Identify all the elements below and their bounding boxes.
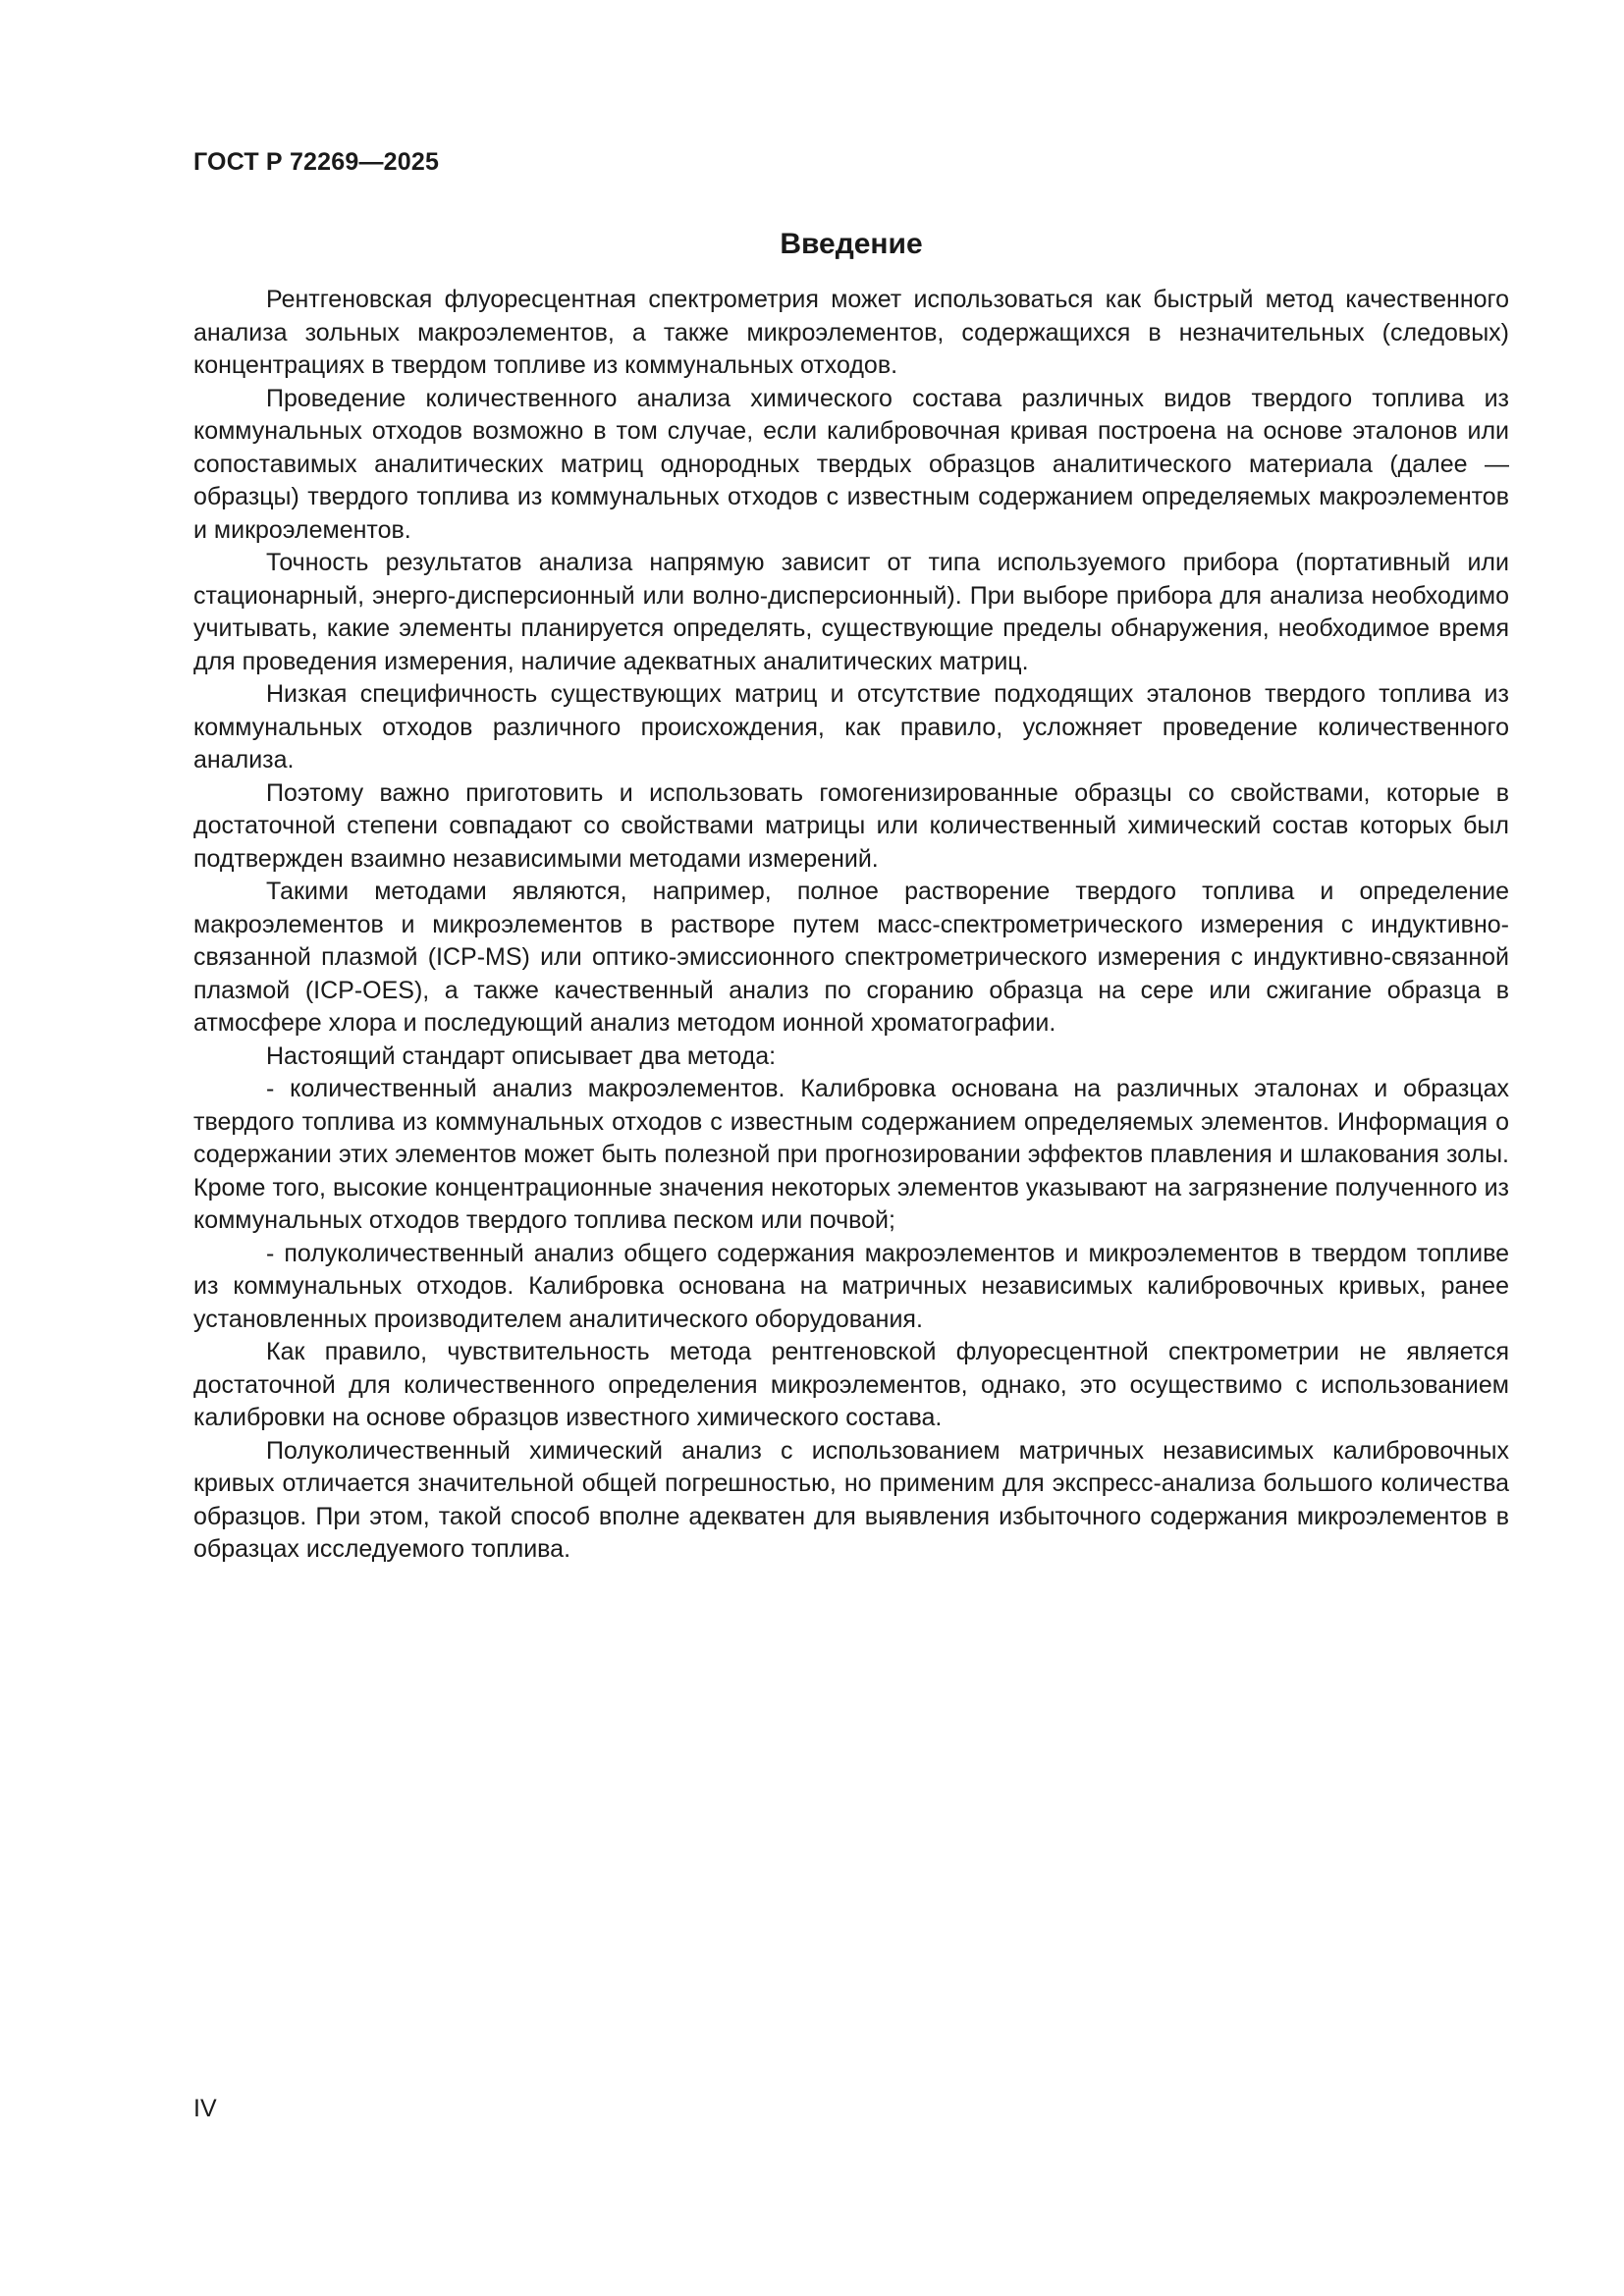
paragraph-6: Такими методами являются, например, полное растворение твердого топлива и определение макроэлементов и микроэлементов в растворе путем масс-спектрометрического измерения с индуктивно-связанной плазмой (ICP-MS) или оптико-эмиссионного спектрометрического измерения с индуктивно-связанной плазмой (ICP-OES), а также качественный анализ по сгоранию образца на сере или сжигание образца в атмосфере хлора и последующий анализ методом ионной хроматографии. xyxy=(193,878,1509,1037)
section-title: Введение xyxy=(780,228,923,260)
paragraph-4: Низкая специфичность существующих матриц и отсутствие подходящих эталонов твердого топлива из коммунальных отходов различного происхождения, как правило, усложняет проведение количественного анализа. xyxy=(193,680,1509,774)
list-item-2: - полуколичественный анализ общего содержания макроэлементов и микроэлементов в твердом топливе из коммунальных отходов. Калибровка основана на матричных независимых калибровочных кривых, ранее установленных производителем аналитического оборудования. xyxy=(193,1239,1509,1333)
paragraph-5: Поэтому важно приготовить и использовать гомогенизированные образцы со свойствами, которые в достаточной степени совпадают со свойствами матрицы или количественный химический состав которых был подтвержден взаимно независимыми методами измерений. xyxy=(193,778,1509,873)
document-code: ГОСТ Р 72269—2025 xyxy=(193,148,440,176)
paragraph-8: Как правило, чувствительность метода рентгеновской флуоресцентной спектрометрии не является достаточной для количественного определения микроэлементов, однако, это осуществимо с использованием калибровки на основе образцов известного химического состава. xyxy=(193,1338,1509,1431)
paragraph-2: Проведение количественного анализа химического состава различных видов твердого топлива из коммунальных отходов возможно в том случае, если калибровочная кривая построена на основе эталонов или сопоставимых аналитических матриц однородных твердых образцов аналитического материала (далее — образцы) твердого топлива из коммунальных отходов с известным содержанием определяемых макроэлементов и микроэлементов. xyxy=(193,384,1509,544)
body-text xyxy=(193,284,1509,1567)
paragraph-7: Настоящий стандарт описывает два метода: xyxy=(266,1041,777,1070)
paragraph-3: Точность результатов анализа напрямую зависит от типа используемого прибора (портативный или стационарный, энерго-дисперсионный или волно-дисперсионный). При выборе прибора для анализа необходимо учитывать, какие элементы планируется определять, существующие пределы обнаружения, необходимое время для проведения измерения, наличие адекватных аналитических матриц. xyxy=(193,549,1509,675)
list-item-1: - количественный анализ макроэлементов. Калибровка основана на различных эталонах и образцах твердого топлива из коммунальных отходов с известным содержанием определяемых элементов. Информация о содержании этих элементов может быть полезной при прогнозировании эффектов плавления и шлакования золы. Кроме того, высокие концентрационные значения некоторых элементов указывают на загрязнение полученного из коммунальных отходов твердого топлива песком или почвой; xyxy=(193,1075,1509,1234)
paragraph-1: Рентгеновская флуоресцентная спектрометрия может использоваться как быстрый метод качественного анализа зольных макроэлементов, а также микроэлементов, содержащихся в незначительных (следовых) концентрациях в твердом топливе из коммунальных отходов. xyxy=(193,286,1509,379)
page-number: IV xyxy=(193,2095,217,2122)
paragraph-9: Полуколичественный химический анализ с использованием матричных независимых калибровочных кривых отличается значительной общей погрешностью, но применим для экспресс-анализа большого количества образцов. При этом, такой способ вполне адекватен для выявления избыточного содержания микроэлементов в образцах исследуемого топлива. xyxy=(193,1436,1509,1563)
